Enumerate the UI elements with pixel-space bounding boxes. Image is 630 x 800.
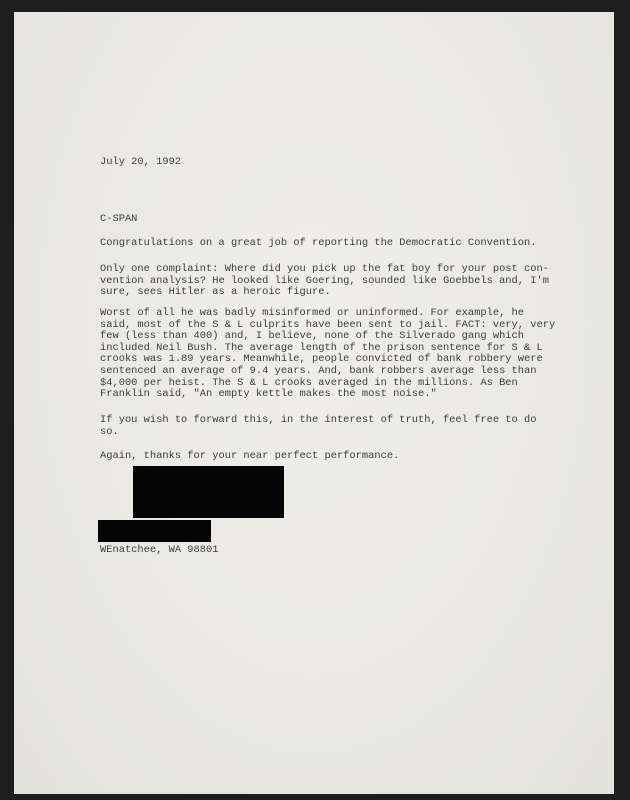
paragraph-line: Franklin said, "An empty kettle makes the most noise." bbox=[100, 388, 437, 401]
paragraph-line: sure, sees Hitler as a heroic figure. bbox=[100, 286, 331, 299]
paragraph-misinformed bbox=[100, 308, 555, 401]
paragraph-line: sentenced an average of 9.4 years. And, bank robbers average less than bbox=[100, 364, 537, 377]
paragraph-line: said, most of the S & L culprits have been sent to jail. FACT: very, very bbox=[100, 318, 556, 331]
paragraph-complaint bbox=[100, 264, 549, 299]
redaction-address-block bbox=[98, 520, 211, 542]
redaction-signature-block bbox=[133, 466, 284, 518]
paragraph-line: so. bbox=[100, 425, 119, 438]
paragraph-line: Again, thanks for your near perfect performance. bbox=[100, 450, 400, 462]
paragraph-thanks bbox=[100, 451, 399, 463]
paragraph-congratulations bbox=[100, 238, 536, 250]
paragraph-line: vention analysis? He looked like Goering, sounded like Goebbels and, I'm bbox=[100, 274, 549, 287]
letter-page bbox=[14, 12, 614, 794]
letter-date: July 20, 1992 bbox=[100, 156, 182, 168]
paragraph-line: crooks was 1.89 years. Meanwhile, people convicted of bank robbery were bbox=[100, 353, 543, 366]
paragraph-forward bbox=[100, 415, 536, 438]
paragraph-line: Worst of all he was badly misinformed or uninformed. For example, he bbox=[100, 307, 525, 319]
paragraph-line: few (less than 400) and, I believe, none of the Silverado gang which bbox=[100, 330, 525, 343]
paragraph-line: Congratulations on a great job of reporting the Democratic Convention. bbox=[100, 237, 537, 249]
paragraph-line: $4,000 per heist. The S & L crooks averaged in the millions. As Ben bbox=[100, 376, 518, 389]
paragraph-line: Only one complaint: Where did you pick up the fat boy for your post con- bbox=[100, 263, 549, 275]
paragraph-line: If you wish to forward this, in the interest of truth, feel free to do bbox=[100, 414, 537, 426]
paragraph-line: included Neil Bush. The average length of the prison sentence for S & L bbox=[100, 341, 543, 354]
sender-city-line: WEnatchee, WA 98801 bbox=[100, 544, 219, 556]
letter-recipient: C-SPAN bbox=[100, 213, 138, 225]
